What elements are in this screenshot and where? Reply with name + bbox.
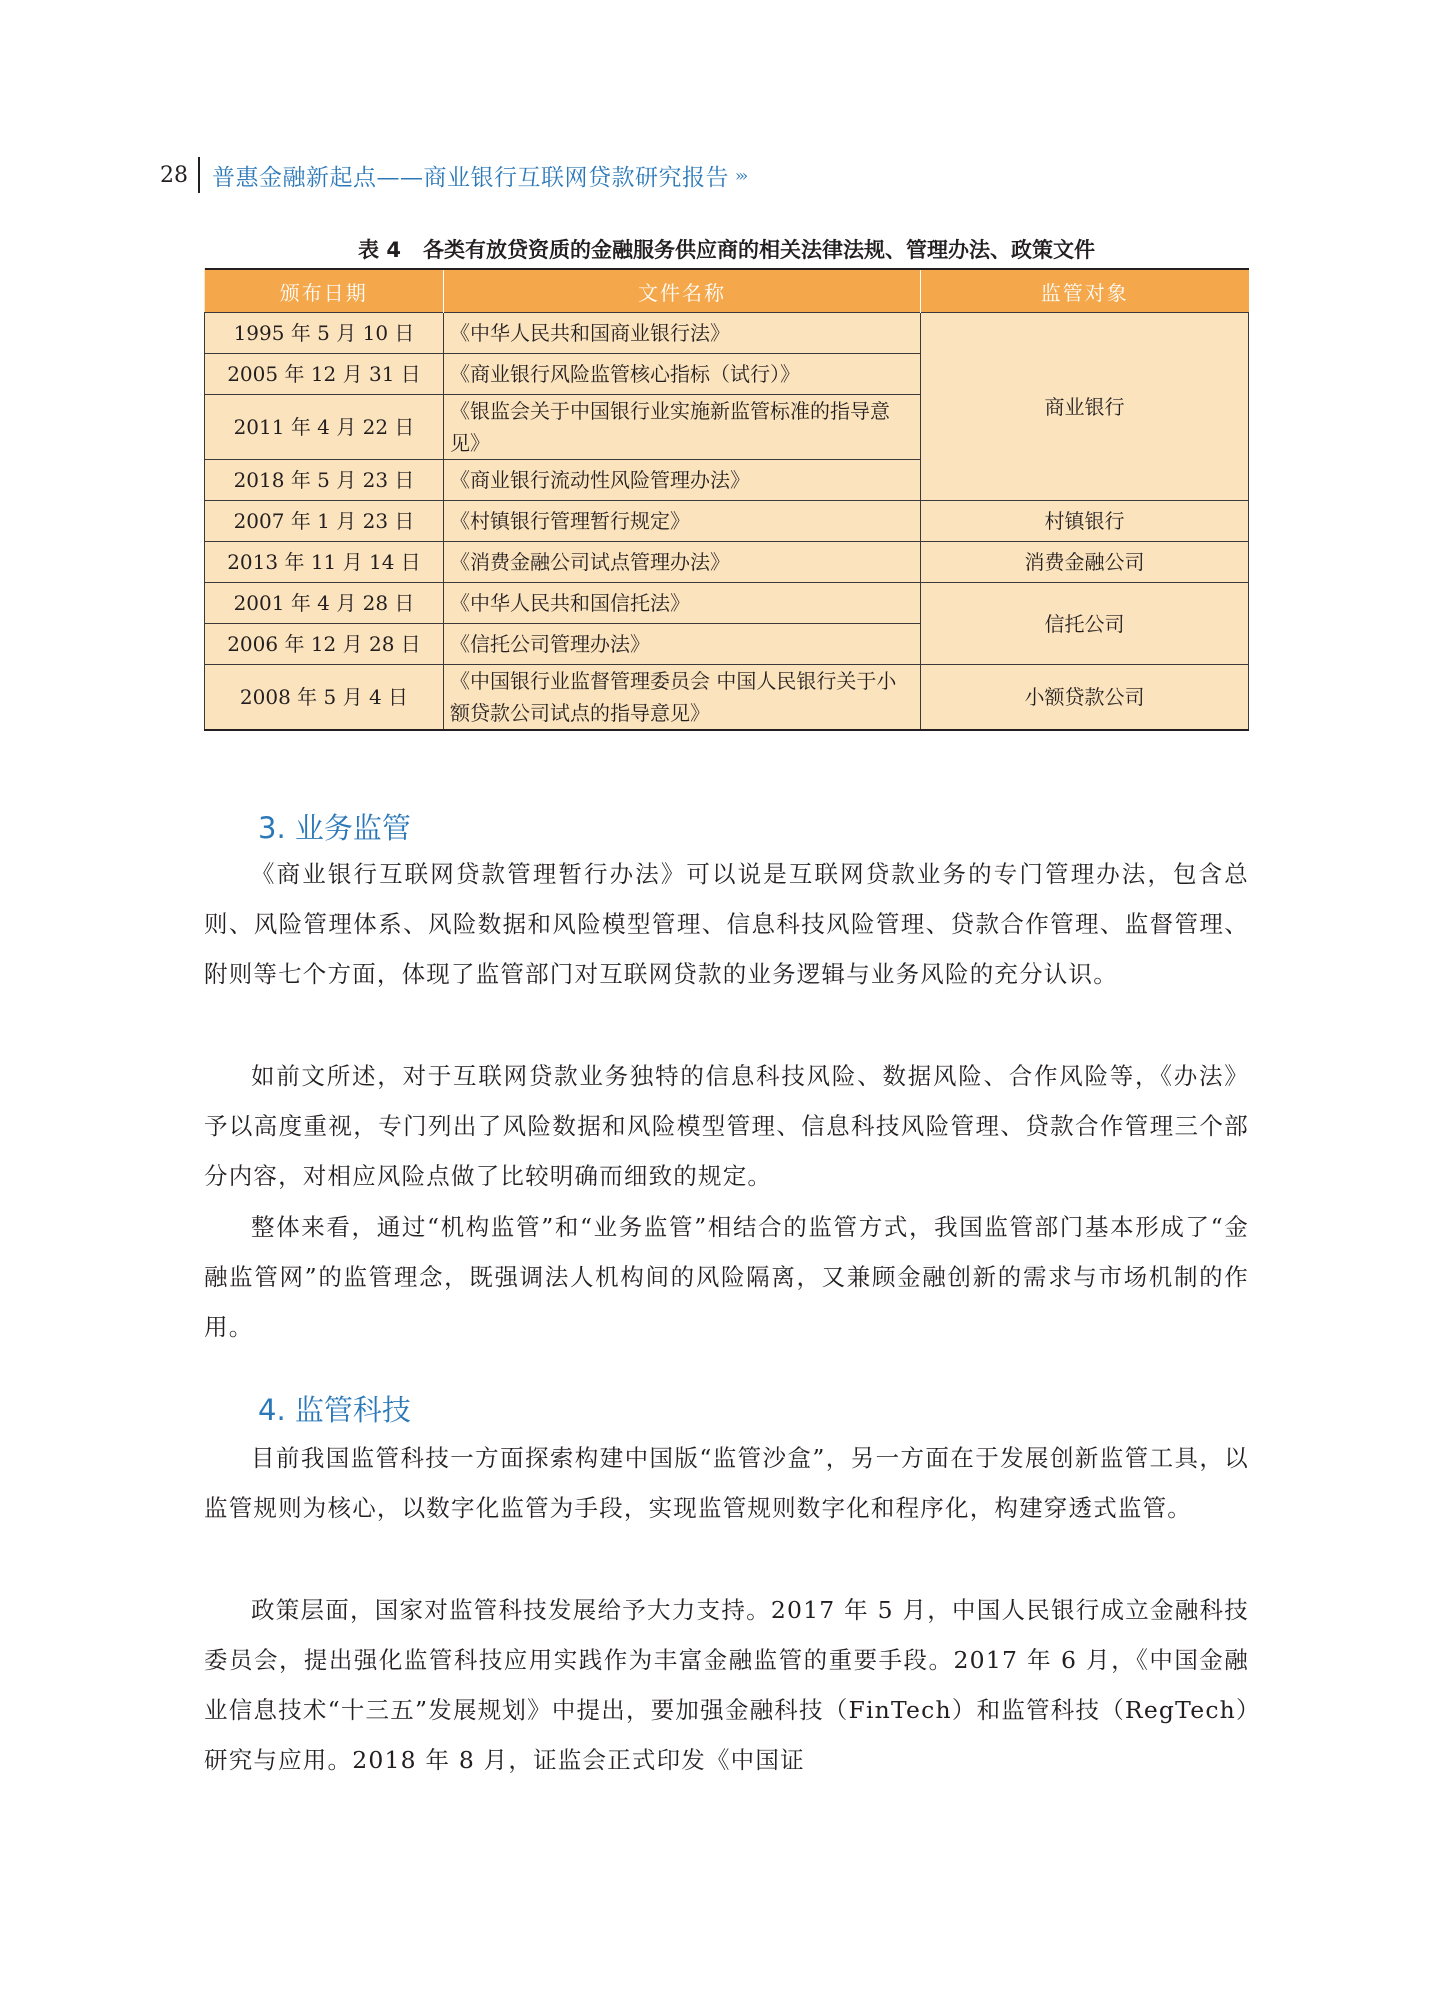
table-row bbox=[205, 542, 1249, 583]
date-cell: 2011 年 4 月 22 日 bbox=[205, 395, 444, 460]
body-paragraph: 如前文所述，对于互联网贷款业务独特的信息科技风险、数据风险、合作风险等，《办法》予以高度重视，专门列出了风险数据和风险模型管理、信息科技风险管理、贷款合作管理三个部分内容，对相应风险点做了比较明确而细致的规定。 bbox=[204, 1062, 1249, 1190]
book-title: 普惠金融新起点——商业银行互联网贷款研究报告 bbox=[212, 164, 729, 191]
document-cell: 《消费金融公司试点管理办法》 bbox=[444, 542, 921, 583]
body-paragraph: 政策层面，国家对监管科技发展给予大力支持。2017 年 5 月，中国人民银行成立金融科技委员会，提出强化监管科技应用实践作为丰富金融监管的重要手段。2017 年 6 月，《中国金融业信息技术“十三五”发展规划》中提出，要加强金融科技（FinTech）和监管科技（RegTech）研究与应用。2018 年 8 月，证监会正式印发《中国证 bbox=[204, 1596, 1249, 1774]
table-row bbox=[205, 583, 1249, 624]
running-header bbox=[160, 156, 745, 194]
date-cell: 2006 年 12 月 28 日 bbox=[205, 624, 444, 665]
table-caption-text: 各类有放贷资质的金融服务供应商的相关法律法规、管理办法、政策文件 bbox=[422, 238, 1095, 262]
date-cell: 2013 年 11 月 14 日 bbox=[205, 542, 444, 583]
table-row bbox=[205, 665, 1249, 731]
document-cell: 《中华人民共和国信托法》 bbox=[444, 583, 921, 624]
col-header-document: 文件名称 bbox=[444, 269, 921, 313]
chevron-mark-icon: ››› bbox=[735, 165, 746, 185]
regulation-table bbox=[204, 268, 1249, 731]
target-cell: 信托公司 bbox=[921, 583, 1249, 665]
document-cell: 《商业银行流动性风险管理办法》 bbox=[444, 460, 921, 501]
body-paragraph: 目前我国监管科技一方面探索构建中国版“监管沙盒”，另一方面在于发展创新监管工具，以监管规则为核心，以数字化监管为手段，实现监管规则数字化和程序化，构建穿透式监管。 bbox=[204, 1444, 1249, 1522]
document-cell: 《商业银行风险监管核心指标（试行）》 bbox=[444, 354, 921, 395]
date-cell: 1995 年 5 月 10 日 bbox=[205, 313, 444, 354]
table-row bbox=[205, 501, 1249, 542]
body-paragraph: 《商业银行互联网贷款管理暂行办法》可以说是互联网贷款业务的专门管理办法，包含总则、风险管理体系、风险数据和风险模型管理、信息科技风险管理、贷款合作管理、监督管理、附则等七个方面，体现了监管部门对互联网贷款的业务逻辑与业务风险的充分认识。 bbox=[204, 860, 1249, 988]
page-number: 28 bbox=[160, 162, 188, 188]
table-caption-label: 表 4 bbox=[358, 238, 401, 262]
document-cell: 《银监会关于中国银行业实施新监管标准的指导意见》 bbox=[444, 395, 921, 460]
header-divider bbox=[198, 157, 200, 193]
target-cell: 小额贷款公司 bbox=[921, 665, 1249, 731]
date-cell: 2007 年 1 月 23 日 bbox=[205, 501, 444, 542]
body-paragraph: 整体来看，通过“机构监管”和“业务监管”相结合的监管方式，我国监管部门基本形成了“金融监管网”的监管理念，既强调法人机构间的风险隔离，又兼顾金融创新的需求与市场机制的作用。 bbox=[204, 1213, 1249, 1341]
section-heading: 3. 业务监管 bbox=[258, 811, 411, 845]
col-header-target: 监管对象 bbox=[921, 269, 1249, 313]
target-cell: 消费金融公司 bbox=[921, 542, 1249, 583]
target-cell: 村镇银行 bbox=[921, 501, 1249, 542]
date-cell: 2018 年 5 月 23 日 bbox=[205, 460, 444, 501]
date-cell: 2008 年 5 月 4 日 bbox=[205, 665, 444, 731]
document-cell: 《中华人民共和国商业银行法》 bbox=[444, 313, 921, 354]
document-cell: 《中国银行业监督管理委员会 中国人民银行关于小额贷款公司试点的指导意见》 bbox=[444, 665, 921, 731]
section-heading: 4. 监管科技 bbox=[258, 1393, 411, 1427]
table-caption bbox=[204, 234, 1249, 264]
col-header-date: 颁布日期 bbox=[205, 269, 444, 313]
target-cell: 商业银行 bbox=[921, 313, 1249, 501]
date-cell: 2001 年 4 月 28 日 bbox=[205, 583, 444, 624]
table-row bbox=[205, 313, 1249, 354]
date-cell: 2005 年 12 月 31 日 bbox=[205, 354, 444, 395]
table-header-row bbox=[205, 269, 1249, 313]
document-cell: 《村镇银行管理暂行规定》 bbox=[444, 501, 921, 542]
document-cell: 《信托公司管理办法》 bbox=[444, 624, 921, 665]
